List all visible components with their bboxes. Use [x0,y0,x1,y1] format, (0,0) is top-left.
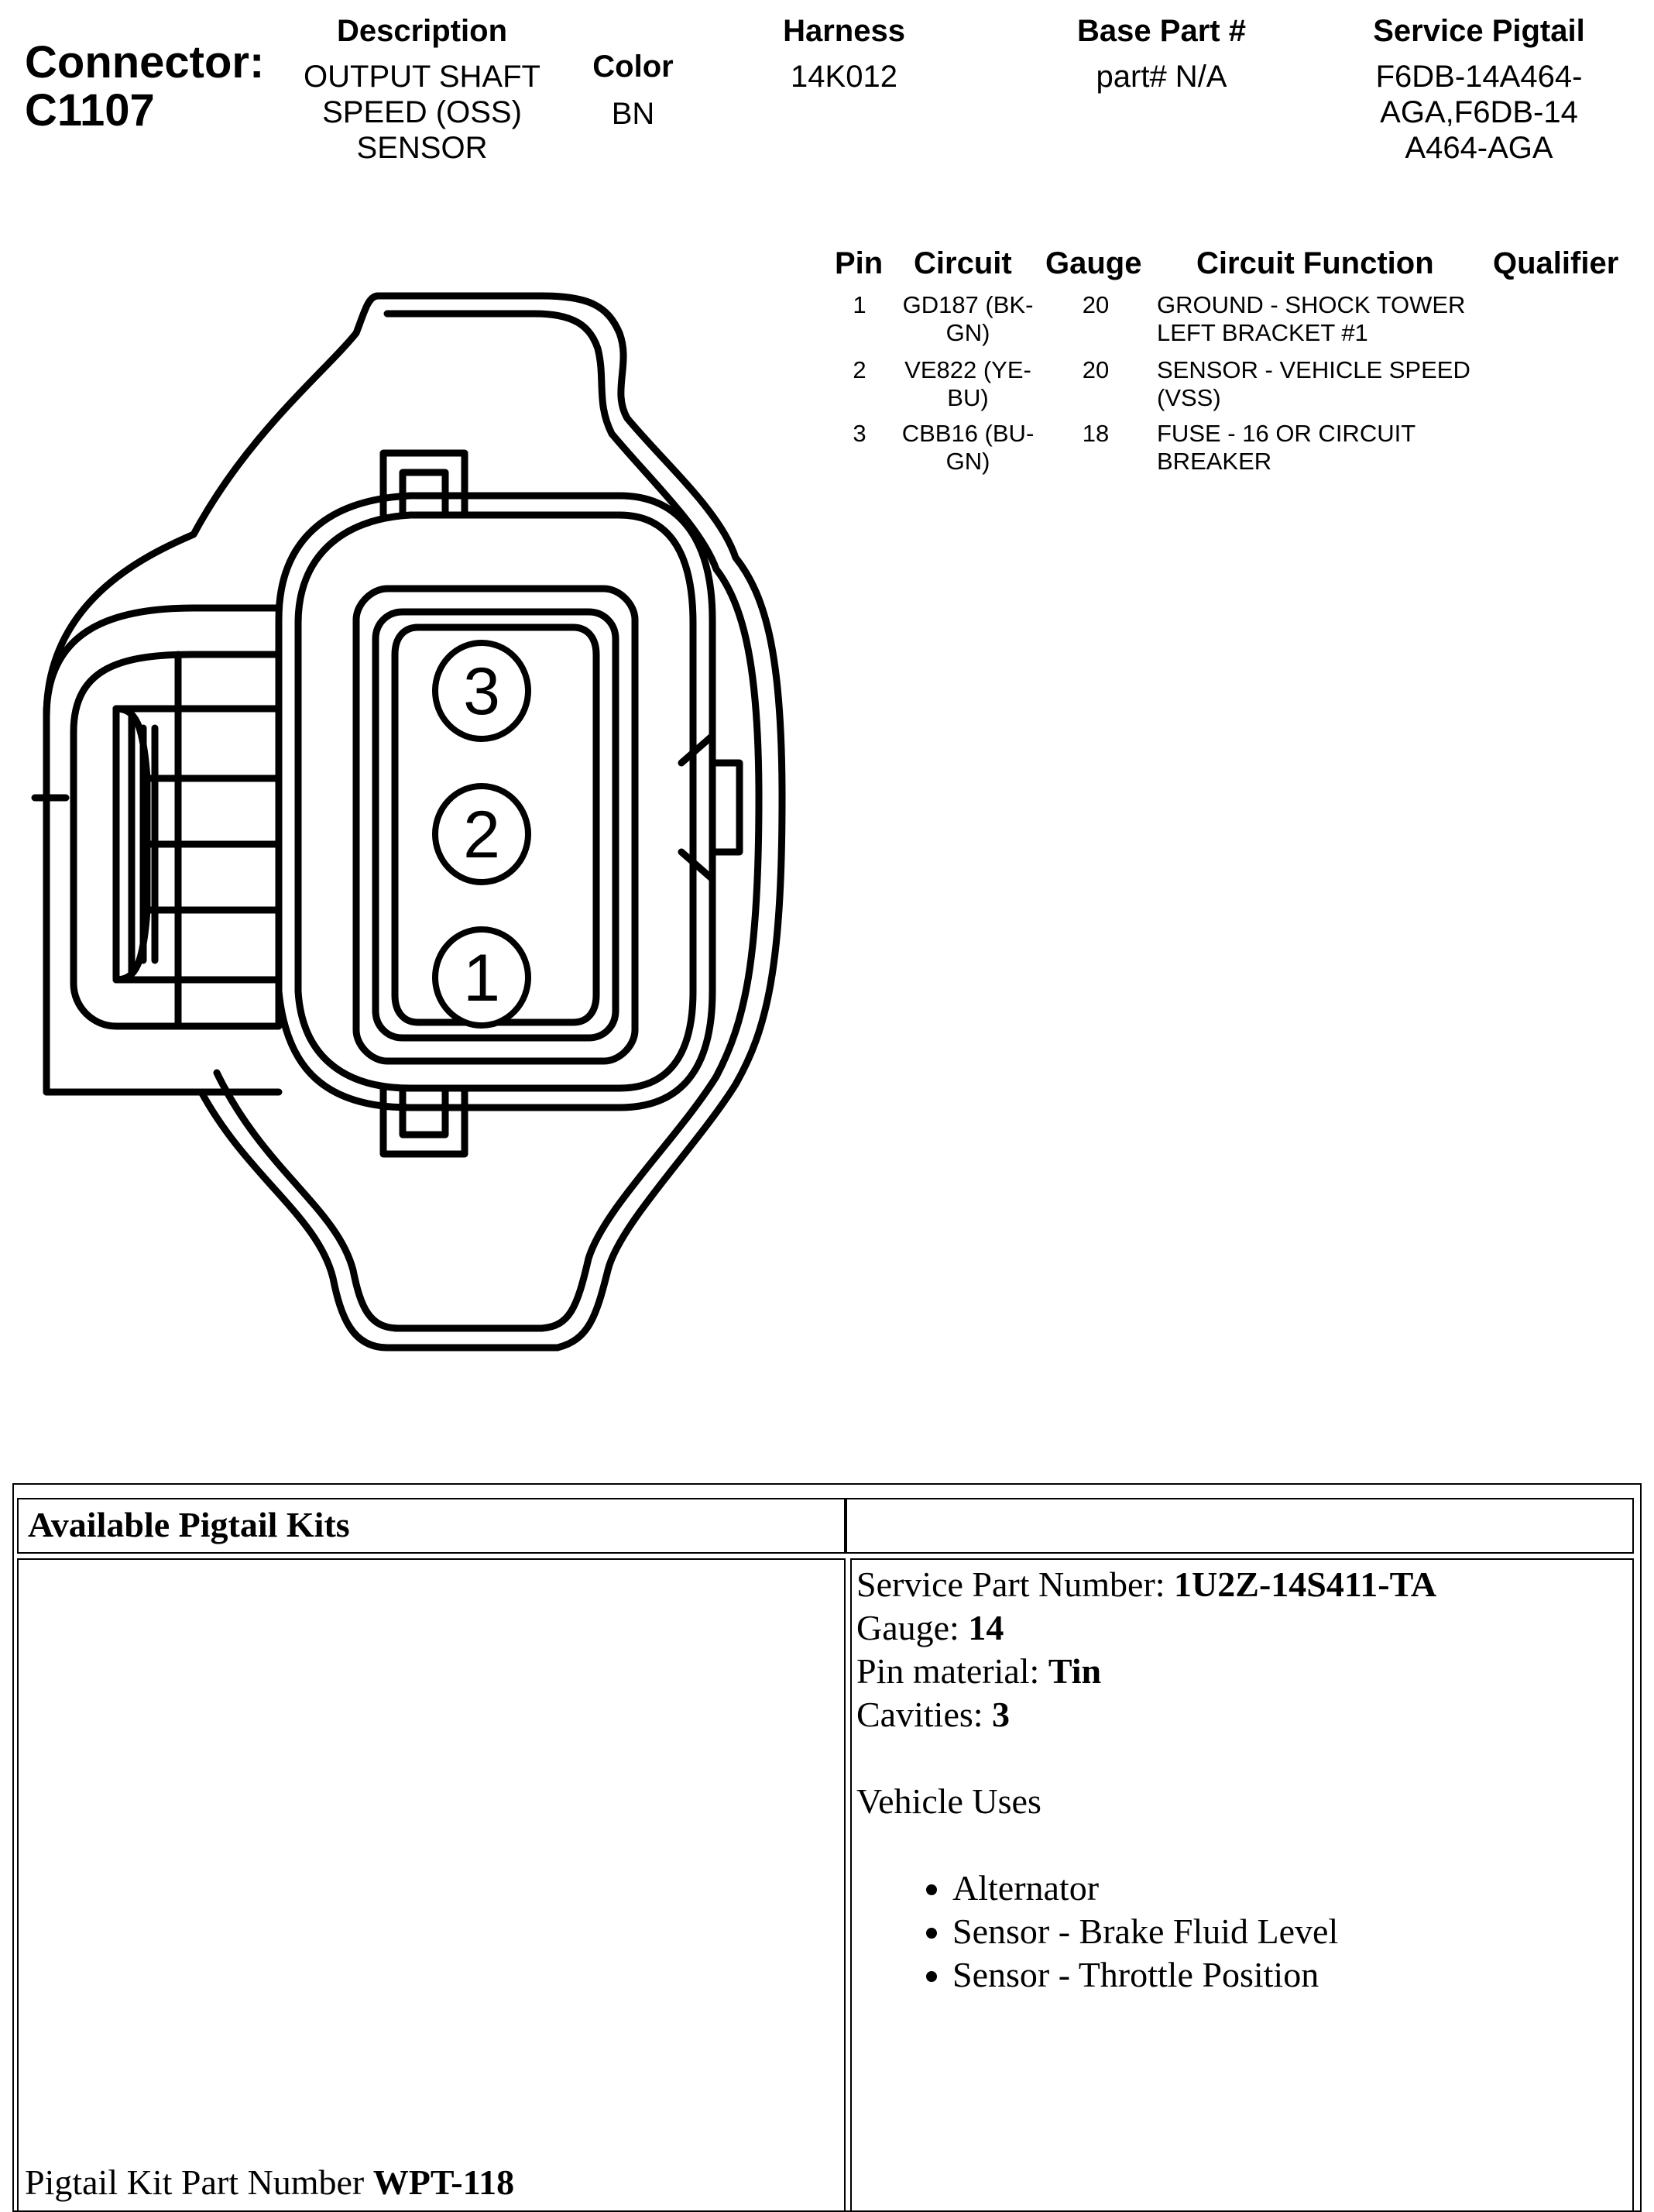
service-part-line [856,1563,1628,1606]
vehicle-uses-list [856,1867,1628,1997]
pin-3-label: 3 [463,654,500,729]
pin-gauge: 20 [1082,356,1110,383]
pigtail-kit-cell [17,1558,846,2212]
base-part-label: Base Part # [1077,14,1246,48]
description-label: Description [336,14,508,48]
pin-function: FUSE - 16 OR CIRCUIT BREAKER [1157,420,1416,475]
cavities-value: 3 [992,1695,1011,1734]
gauge-header: Gauge [1045,246,1142,280]
list-item: • Sensor - Throttle Position [952,1953,1628,1997]
pin-circuit: GD187 (BK-GN) [902,291,1034,346]
harness-value: 14K012 [791,60,897,94]
service-pigtail-value: F6DB-14A464-AGA,F6DB-14A464-AGA [1375,60,1583,165]
connector-face-diagram [0,279,836,1394]
cavities-line [856,1693,1628,1736]
connector-bottom-key [383,1088,465,1154]
list-item: • Sensor - Brake Fluid Level [952,1910,1628,1953]
connector-top-key [383,453,465,515]
gauge-label: Gauge: [856,1608,969,1647]
pin-gauge: 20 [1082,291,1110,318]
color-value: BN [611,97,655,131]
pigtail-title-spacer [846,1498,1634,1554]
pin-2-label: 2 [463,798,500,872]
pin-circuit: CBB16 (BU-GN) [901,420,1035,475]
color-label: Color [592,50,674,84]
connector-id: C1107 [25,85,155,136]
pin-number: 3 [853,420,866,447]
pin-function: SENSOR - VEHICLE SPEED (VSS) [1157,356,1470,411]
pigtail-title: Available Pigtail Kits [28,1505,350,1544]
pin-number: 2 [853,356,866,383]
pin-circuit: VE822 (YE-BU) [904,356,1031,411]
pin-1-label: 1 [463,941,500,1015]
description-value: OUTPUT SHAFT SPEED (OSS) SENSOR [304,60,540,165]
connector-label: Connector: [25,37,265,88]
pin-material-label: Pin material: [856,1651,1048,1691]
connector-right-latch [712,763,739,852]
gauge-value: 14 [968,1608,1004,1647]
gauge-line [856,1606,1628,1650]
vehicle-uses-label: Vehicle Uses [856,1781,1041,1821]
pin-function: GROUND - SHOCK TOWER LEFT BRACKET #1 [1157,291,1466,346]
connector-left-latch [46,608,279,1092]
pigtail-kit-part-label: Pigtail Kit Part Number [25,2162,373,2202]
list-item: • Alternator [952,1867,1628,1910]
service-part-label: Service Part Number: [856,1565,1175,1604]
pigtail-details-cell [850,1558,1634,2212]
connector-title [25,39,264,135]
service-part-number: 1U2Z-14S411-TA [1174,1565,1437,1604]
pigtail-kit-part-number: WPT-118 [372,2162,515,2202]
circuit-function-header: Circuit Function [1196,246,1434,280]
cavities-label: Cavities: [856,1695,993,1734]
base-part-value: part# N/A [1096,60,1227,94]
qualifier-header: Qualifier [1493,246,1619,280]
circuit-header: Circuit [914,246,1012,280]
pin-header: Pin [835,246,884,280]
pigtail-kit-part-line [25,2161,514,2204]
harness-label: Harness [783,14,905,48]
pin-material-value: Tin [1048,1651,1102,1691]
pigtail-title-cell [17,1498,846,1554]
service-pigtail-label: Service Pigtail [1373,14,1585,48]
pin-material-line [856,1650,1628,1693]
pin-number: 1 [853,291,866,318]
pin-gauge: 18 [1082,420,1110,447]
